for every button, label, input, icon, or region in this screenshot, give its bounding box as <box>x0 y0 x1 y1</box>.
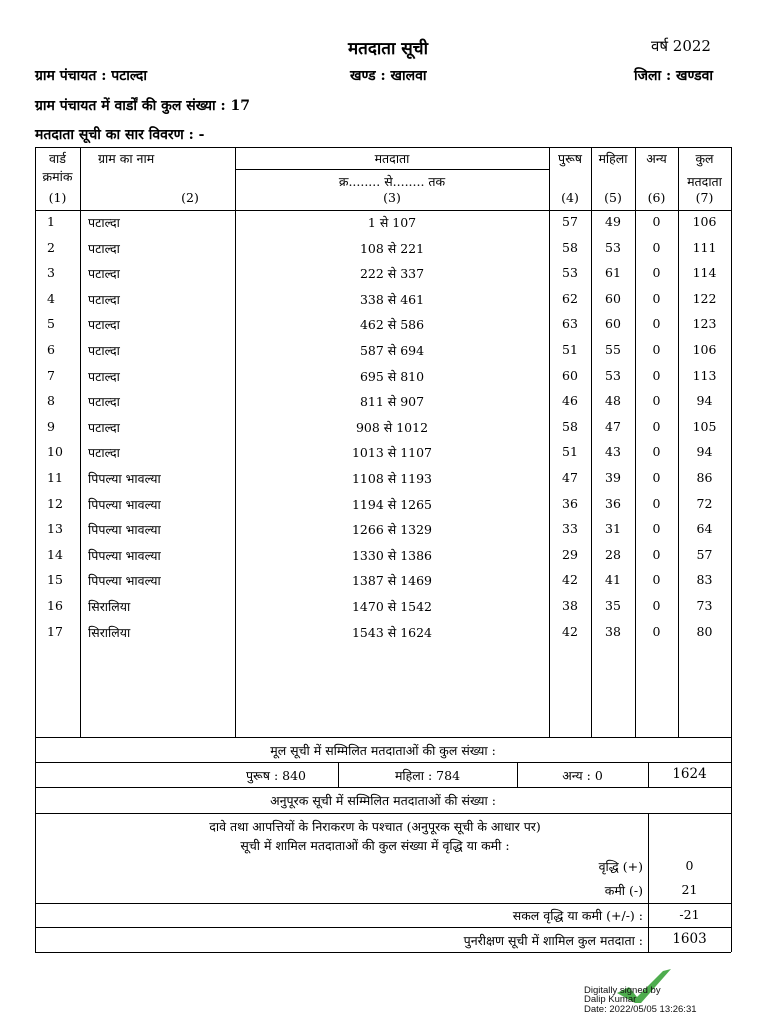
ward-number: 8 <box>47 393 55 409</box>
ward-number: 16 <box>47 598 63 613</box>
village-name: सिरालिया <box>88 599 131 614</box>
col-male-header: पुरूष <box>557 151 583 166</box>
other-count: 0 <box>652 290 661 306</box>
voter-range: 1194 से 1265 <box>351 496 433 512</box>
total-other: अन्य : 0 <box>562 768 603 783</box>
total-count: 123 <box>692 316 717 332</box>
col-female-num: (5) <box>604 190 622 205</box>
main-list-label: मूल सूची में सम्मिलित मतदाताओं की कुल संख्या : <box>270 743 496 758</box>
male-count: 42 <box>562 623 578 639</box>
village-name: पिपल्या भावल्या <box>88 547 161 563</box>
voter-range: 1543 से 1624 <box>351 624 433 640</box>
ward-number: 2 <box>47 239 55 255</box>
female-count: 41 <box>605 572 621 588</box>
signature-line-2: Dalip Kumar <box>584 994 637 1005</box>
total-count: 122 <box>692 290 717 306</box>
voter-range: 587 से 694 <box>359 343 425 358</box>
village-name: पटाल्दा <box>88 291 120 307</box>
village-name: पटाल्दा <box>88 266 120 282</box>
col-village-header: ग्राम का नाम <box>98 151 155 166</box>
total-female: महिला : 784 <box>394 768 461 783</box>
female-count: 55 <box>605 342 621 357</box>
female-count: 48 <box>605 393 621 409</box>
other-count: 0 <box>652 265 661 281</box>
female-count: 35 <box>605 598 621 613</box>
ward-number: 9 <box>47 418 55 434</box>
col-voters-range: क्र........ से........ तक <box>338 174 446 189</box>
net-change-label: सकल वृद्धि या कमी (+/-) : <box>512 908 643 923</box>
ward-number: 4 <box>47 290 55 306</box>
ward-number: 12 <box>47 495 63 511</box>
voter-range: 338 से 461 <box>359 291 425 307</box>
total-count: 114 <box>692 265 717 281</box>
male-count: 33 <box>562 521 578 537</box>
female-count: 31 <box>605 521 621 537</box>
ward-number: 7 <box>47 367 55 383</box>
voter-range: 1013 से 1107 <box>351 445 433 461</box>
increase-value: 0 <box>685 858 694 873</box>
col-female-header: महिला <box>598 151 628 166</box>
male-count: 51 <box>562 342 578 357</box>
final-total-value: 1603 <box>672 931 707 947</box>
col-total-num: (7) <box>695 190 714 205</box>
col-ward-header-2: क्रमांक <box>42 169 73 184</box>
village-name: पटाल्दा <box>88 419 120 435</box>
male-count: 57 <box>562 214 578 229</box>
village-name: पिपल्या भावल्या <box>88 471 161 486</box>
total-count: 64 <box>696 521 713 537</box>
decrease-label: कमी (-) <box>604 883 643 898</box>
col-male-num: (4) <box>561 190 579 205</box>
voter-range: 811 से 907 <box>359 394 425 410</box>
total-male: पुरूष : 840 <box>245 768 306 783</box>
net-change-value: -21 <box>679 907 700 922</box>
female-count: 60 <box>605 290 621 306</box>
other-count: 0 <box>652 214 661 229</box>
total-count: 111 <box>692 239 717 255</box>
village-name: पटाल्दा <box>88 394 120 410</box>
village-name: पटाल्दा <box>88 368 120 384</box>
female-count: 61 <box>605 265 621 281</box>
voter-range: 1387 से 1469 <box>351 573 433 589</box>
gram-panchayat-label: ग्राम पंचायत : पटाल्दा <box>35 68 147 84</box>
male-count: 38 <box>562 598 578 613</box>
col-village-num: (2) <box>181 190 199 205</box>
total-count: 94 <box>696 444 713 460</box>
ward-number: 15 <box>47 572 63 588</box>
voter-range: 1330 से 1386 <box>351 547 433 563</box>
male-count: 46 <box>562 393 578 409</box>
female-count: 60 <box>605 316 621 332</box>
village-name: पटाल्दा <box>88 240 120 256</box>
ward-number: 1 <box>47 214 55 229</box>
page-title: मतदाता सूची <box>348 39 428 59</box>
village-name: पटाल्दा <box>88 317 120 333</box>
other-count: 0 <box>652 598 661 613</box>
female-count: 38 <box>605 623 621 639</box>
total-count: 106 <box>692 342 717 357</box>
total-count: 94 <box>696 393 713 409</box>
ward-number: 6 <box>47 342 55 357</box>
total-count: 57 <box>696 546 713 562</box>
village-name: सिरालिया <box>88 624 131 640</box>
ward-number: 13 <box>47 521 63 537</box>
male-count: 58 <box>562 418 578 434</box>
other-count: 0 <box>652 239 661 255</box>
voter-range: 1266 से 1329 <box>351 522 433 538</box>
final-total-label: पुनरीक्षण सूची में शामिल कुल मतदाता : <box>463 933 643 948</box>
voter-range: 108 से 221 <box>359 240 425 256</box>
other-count: 0 <box>652 367 661 383</box>
total-count: 73 <box>696 598 713 613</box>
total-count: 113 <box>692 367 717 383</box>
female-count: 43 <box>605 444 621 460</box>
ward-count-label: ग्राम पंचायत में वार्डों की कुल संख्या : 17 <box>35 98 251 114</box>
voter-range: 1 से 107 <box>367 215 417 230</box>
col-other-header: अन्य <box>646 151 667 166</box>
total-count: 72 <box>696 495 713 511</box>
other-count: 0 <box>652 572 661 588</box>
female-count: 39 <box>605 470 621 485</box>
female-count: 28 <box>605 546 621 562</box>
female-count: 53 <box>605 367 621 383</box>
jila-label: जिला : खण्डवा <box>634 68 714 84</box>
supplementary-label: अनुपूरक सूची में सम्मिलित मतदाताओं की संख्या : <box>270 793 496 808</box>
voter-range: 695 से 810 <box>359 368 425 384</box>
other-count: 0 <box>652 623 661 639</box>
total-voters: 1624 <box>672 766 707 782</box>
village-name: पटाल्दा <box>88 445 120 461</box>
total-count: 86 <box>696 470 713 485</box>
col-ward-num: (1) <box>48 190 67 205</box>
summary-heading: मतदाता सूची का सार विवरण : - <box>35 127 205 143</box>
claims-line-2: सूची में शामिल मतदाताओं की कुल संख्या में वृद्धि या कमी : <box>240 838 510 853</box>
village-name: पटाल्दा <box>88 343 120 358</box>
village-name: पिपल्या भावल्या <box>88 496 161 512</box>
col-total-header-2: मतदाता <box>687 174 722 189</box>
year-label: वर्ष 2022 <box>651 37 711 55</box>
total-count: 106 <box>692 214 717 229</box>
other-count: 0 <box>652 316 661 332</box>
male-count: 58 <box>562 239 578 255</box>
female-count: 47 <box>605 418 621 434</box>
village-name: पिपल्या भावल्या <box>88 573 161 589</box>
female-count: 53 <box>605 239 621 255</box>
female-count: 36 <box>605 495 621 511</box>
village-name: पिपल्या भावल्या <box>88 522 161 538</box>
ward-number: 10 <box>47 444 63 460</box>
voter-range: 462 से 586 <box>359 317 425 333</box>
total-count: 83 <box>696 572 713 588</box>
col-other-num: (6) <box>647 190 666 205</box>
col-total-header: कुल <box>695 151 714 166</box>
male-count: 62 <box>562 290 578 306</box>
other-count: 0 <box>652 393 661 409</box>
col-voters-header: मतदाता <box>374 151 410 166</box>
col-ward-header: वार्ड <box>49 151 66 166</box>
female-count: 49 <box>605 214 621 229</box>
other-count: 0 <box>652 444 661 460</box>
other-count: 0 <box>652 470 661 485</box>
ward-number: 14 <box>47 546 63 562</box>
decrease-value: 21 <box>681 882 698 897</box>
other-count: 0 <box>652 495 661 511</box>
signature-line-3: Date: 2022/05/05 13:26:31 <box>584 1004 697 1015</box>
ward-number: 5 <box>47 316 55 332</box>
male-count: 53 <box>562 265 578 281</box>
total-count: 80 <box>696 623 713 639</box>
male-count: 63 <box>562 316 578 332</box>
other-count: 0 <box>652 546 661 562</box>
other-count: 0 <box>652 418 661 434</box>
col-voters-num: (3) <box>383 190 401 205</box>
other-count: 0 <box>652 521 661 537</box>
claims-line-1: दावे तथा आपत्तियों के निराकरण के पश्चात (अनुपूरक सूची के आधार पर) <box>209 819 541 834</box>
male-count: 60 <box>562 367 578 383</box>
increase-label: वृद्धि (+) <box>598 859 643 874</box>
male-count: 36 <box>562 495 578 511</box>
male-count: 47 <box>562 470 578 485</box>
voter-range: 1108 से 1193 <box>351 471 433 486</box>
voter-range: 222 से 337 <box>359 266 425 282</box>
voter-range: 1470 से 1542 <box>351 599 433 614</box>
ward-number: 11 <box>47 470 63 485</box>
khand-label: खण्ड : खालवा <box>350 68 427 84</box>
male-count: 51 <box>562 444 578 460</box>
male-count: 42 <box>562 572 578 588</box>
other-count: 0 <box>652 342 661 357</box>
male-count: 29 <box>562 546 578 562</box>
ward-number: 17 <box>47 623 63 639</box>
voter-range: 908 से 1012 <box>355 419 429 435</box>
ward-number: 3 <box>47 265 55 281</box>
village-name: पटाल्दा <box>88 215 120 230</box>
signature-line-1: Digitally signed by <box>584 985 661 996</box>
total-count: 105 <box>692 418 717 434</box>
